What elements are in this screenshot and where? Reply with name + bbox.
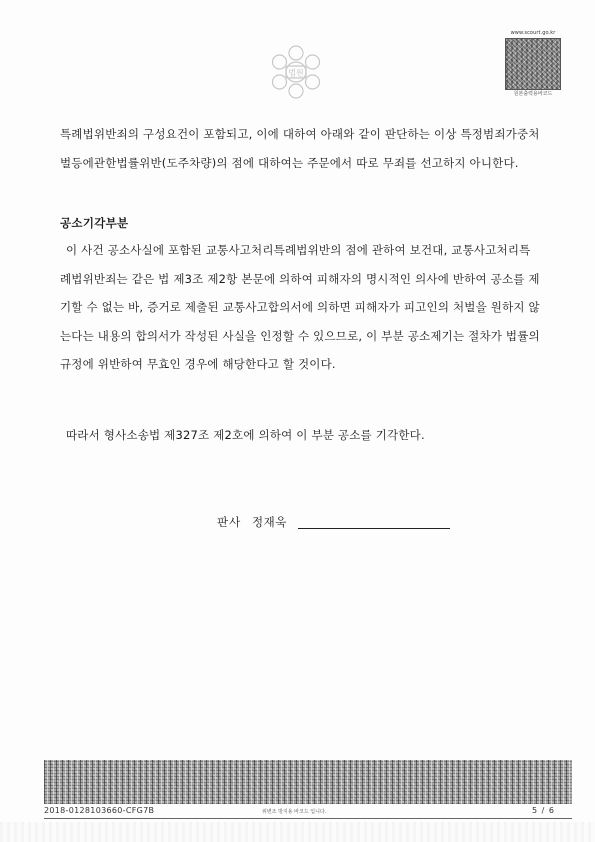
court-url: www.scourt.go.kr (510, 30, 556, 36)
document-id: 2018-0128103660-CFG7B (44, 806, 155, 815)
paragraph-dismissal-ruling (60, 421, 540, 450)
qr-code-image (505, 38, 561, 90)
judge-name: 정재욱 (252, 515, 287, 529)
anti-forgery-barcode (44, 760, 572, 804)
paragraph-text: 이 사건 공소사실에 포함된 교통사고처리특례법위반의 점에 관하여 보건대, 교통사고처리특례법위반죄는 같은 법 제3조 제2항 본문에 의하여 피해자의 명시적인 의사에 반하여 공소를 제기할 수 없는 바, 증거로 제출된 교통사고합의서에 의하면 피해자가 피고인의 처벌을 원하지 않는다는 내용의 합의서가 작성된 사실을 인정할 수 있으므로, 이 부분 공소제기는 절차가 법률의 규정에 위반하여 무효인 경우에 해당한다고 할 것이다. (60, 243, 540, 371)
section-heading: 공소기각부분 (60, 216, 129, 230)
paragraph-dismissal-reason (60, 236, 540, 379)
judge-title: 판사 (217, 515, 242, 529)
scan-edge (0, 822, 595, 842)
paragraph-text: 따라서 형사소송법 제327조 제2호에 의하여 이 부분 공소를 기각한다. (66, 428, 425, 442)
signature-line (298, 528, 450, 529)
page-number: 5 / 6 (532, 806, 555, 815)
court-seal-watermark (264, 40, 328, 104)
qr-caption: 원본출력용바코드 (513, 91, 553, 97)
paragraph-text: 특례법위반죄의 구성요건이 포함되고, 이에 대하여 아래와 같이 판단하는 이상 특정범죄가중처벌등에관한법률위반(도주차량)의 점에 대하여는 주문에서 따로 무죄를 선고하지 아니한다. (60, 127, 540, 170)
footer-divider (44, 818, 572, 819)
barcode-note: 위변조 방지용 바코드 입니다. (262, 809, 327, 815)
seal-text: 법원 (288, 68, 304, 78)
paragraph-conclusion (60, 120, 540, 177)
